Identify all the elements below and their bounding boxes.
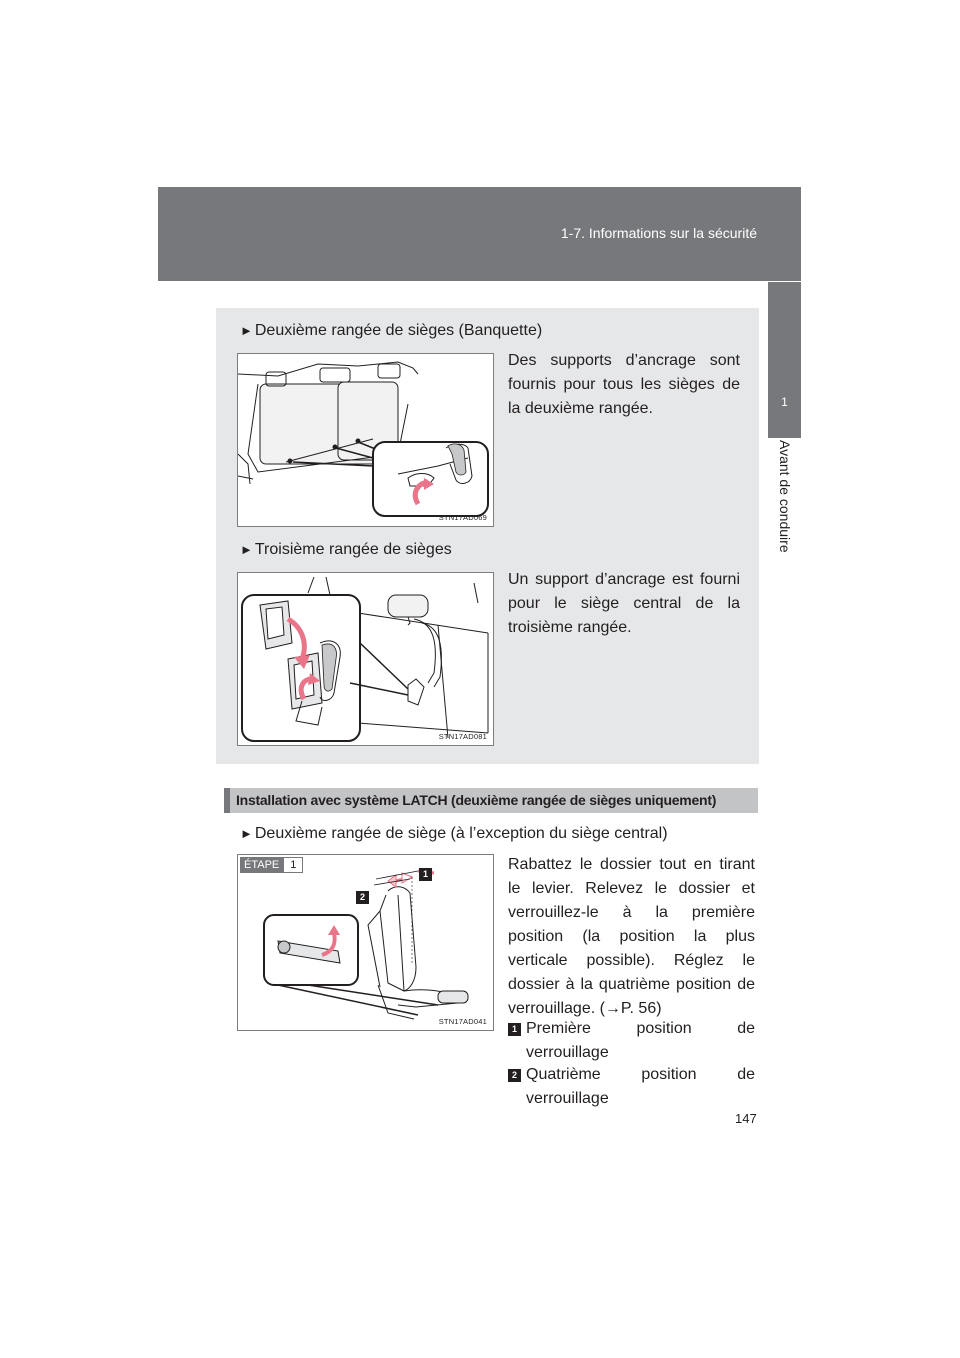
chapter-label-container — [768, 440, 801, 580]
legend-text-2-line1: Quatrième position de — [526, 1066, 755, 1083]
legend-text-1-line2: verrouillage — [526, 1044, 609, 1061]
latch-subheading — [240, 825, 668, 843]
third-row-heading — [240, 541, 452, 559]
legend-badge-2: 2 — [508, 1069, 521, 1082]
legend-text-2-line2: verrouillage — [526, 1090, 609, 1107]
second-row-heading — [240, 322, 542, 340]
third-row-seat-illustration — [238, 573, 494, 746]
third-row-text: Un support d’ancrage est fourni pour le siège central de la troisième rangée. — [508, 571, 740, 636]
third-row-heading-text: Troisième rangée de sièges — [254, 541, 452, 558]
second-row-figure — [237, 353, 494, 527]
figure-code: STN17AD081 — [438, 732, 487, 741]
section-heading-bar — [224, 788, 758, 813]
triangle-right-icon: ► — [240, 323, 253, 338]
legend-item-2 — [508, 1063, 755, 1111]
latch-instruction: Rabattez le dossier tout en tirant le levier. Relevez le dossier et verrouillez-le à la première position (la position la plus verticale possible). Réglez le dossier à la quatrième position de verrouillage. (→P. 56) — [508, 856, 755, 1017]
figure-code: STN17AD041 — [438, 1017, 487, 1026]
header-band — [158, 187, 801, 281]
step-number: 1 — [283, 857, 303, 873]
header-title: 1-7. Informations sur la sécurité — [560, 225, 757, 241]
second-row-text: Des supports d’ancrage sont fournis pour tous les sièges de la deuxième rangée. — [508, 352, 740, 417]
step-label: ÉTAPE — [240, 857, 283, 873]
seat-recline-illustration — [238, 855, 494, 1031]
triangle-right-icon: ► — [240, 542, 253, 557]
chapter-label: Avant de conduire — [776, 440, 793, 553]
section-heading: Installation avec système LATCH (deuxième rangée de sièges uniquement) — [236, 792, 717, 808]
latch-figure — [237, 854, 494, 1031]
figure-code: STN17AD069 — [438, 513, 487, 522]
legend-badge-1: 1 — [508, 1023, 521, 1036]
triangle-right-icon: ► — [240, 826, 253, 841]
third-row-figure — [237, 572, 494, 746]
second-row-heading-text: Deuxième rangée de sièges (Banquette) — [254, 322, 543, 339]
second-row-seat-illustration — [238, 354, 494, 527]
page-number: 147 — [735, 1111, 757, 1126]
step-badge — [240, 857, 303, 873]
callout-2: 2 — [356, 891, 369, 904]
legend-item-1 — [508, 1017, 755, 1065]
latch-subheading-text: Deuxième rangée de siège (à l’exception du siège central) — [254, 825, 668, 842]
chapter-tab[interactable] — [768, 282, 801, 438]
legend-text-1-line1: Première position de — [526, 1020, 755, 1037]
callout-1: 1 — [419, 868, 432, 881]
chapter-number: 1 — [781, 395, 788, 409]
